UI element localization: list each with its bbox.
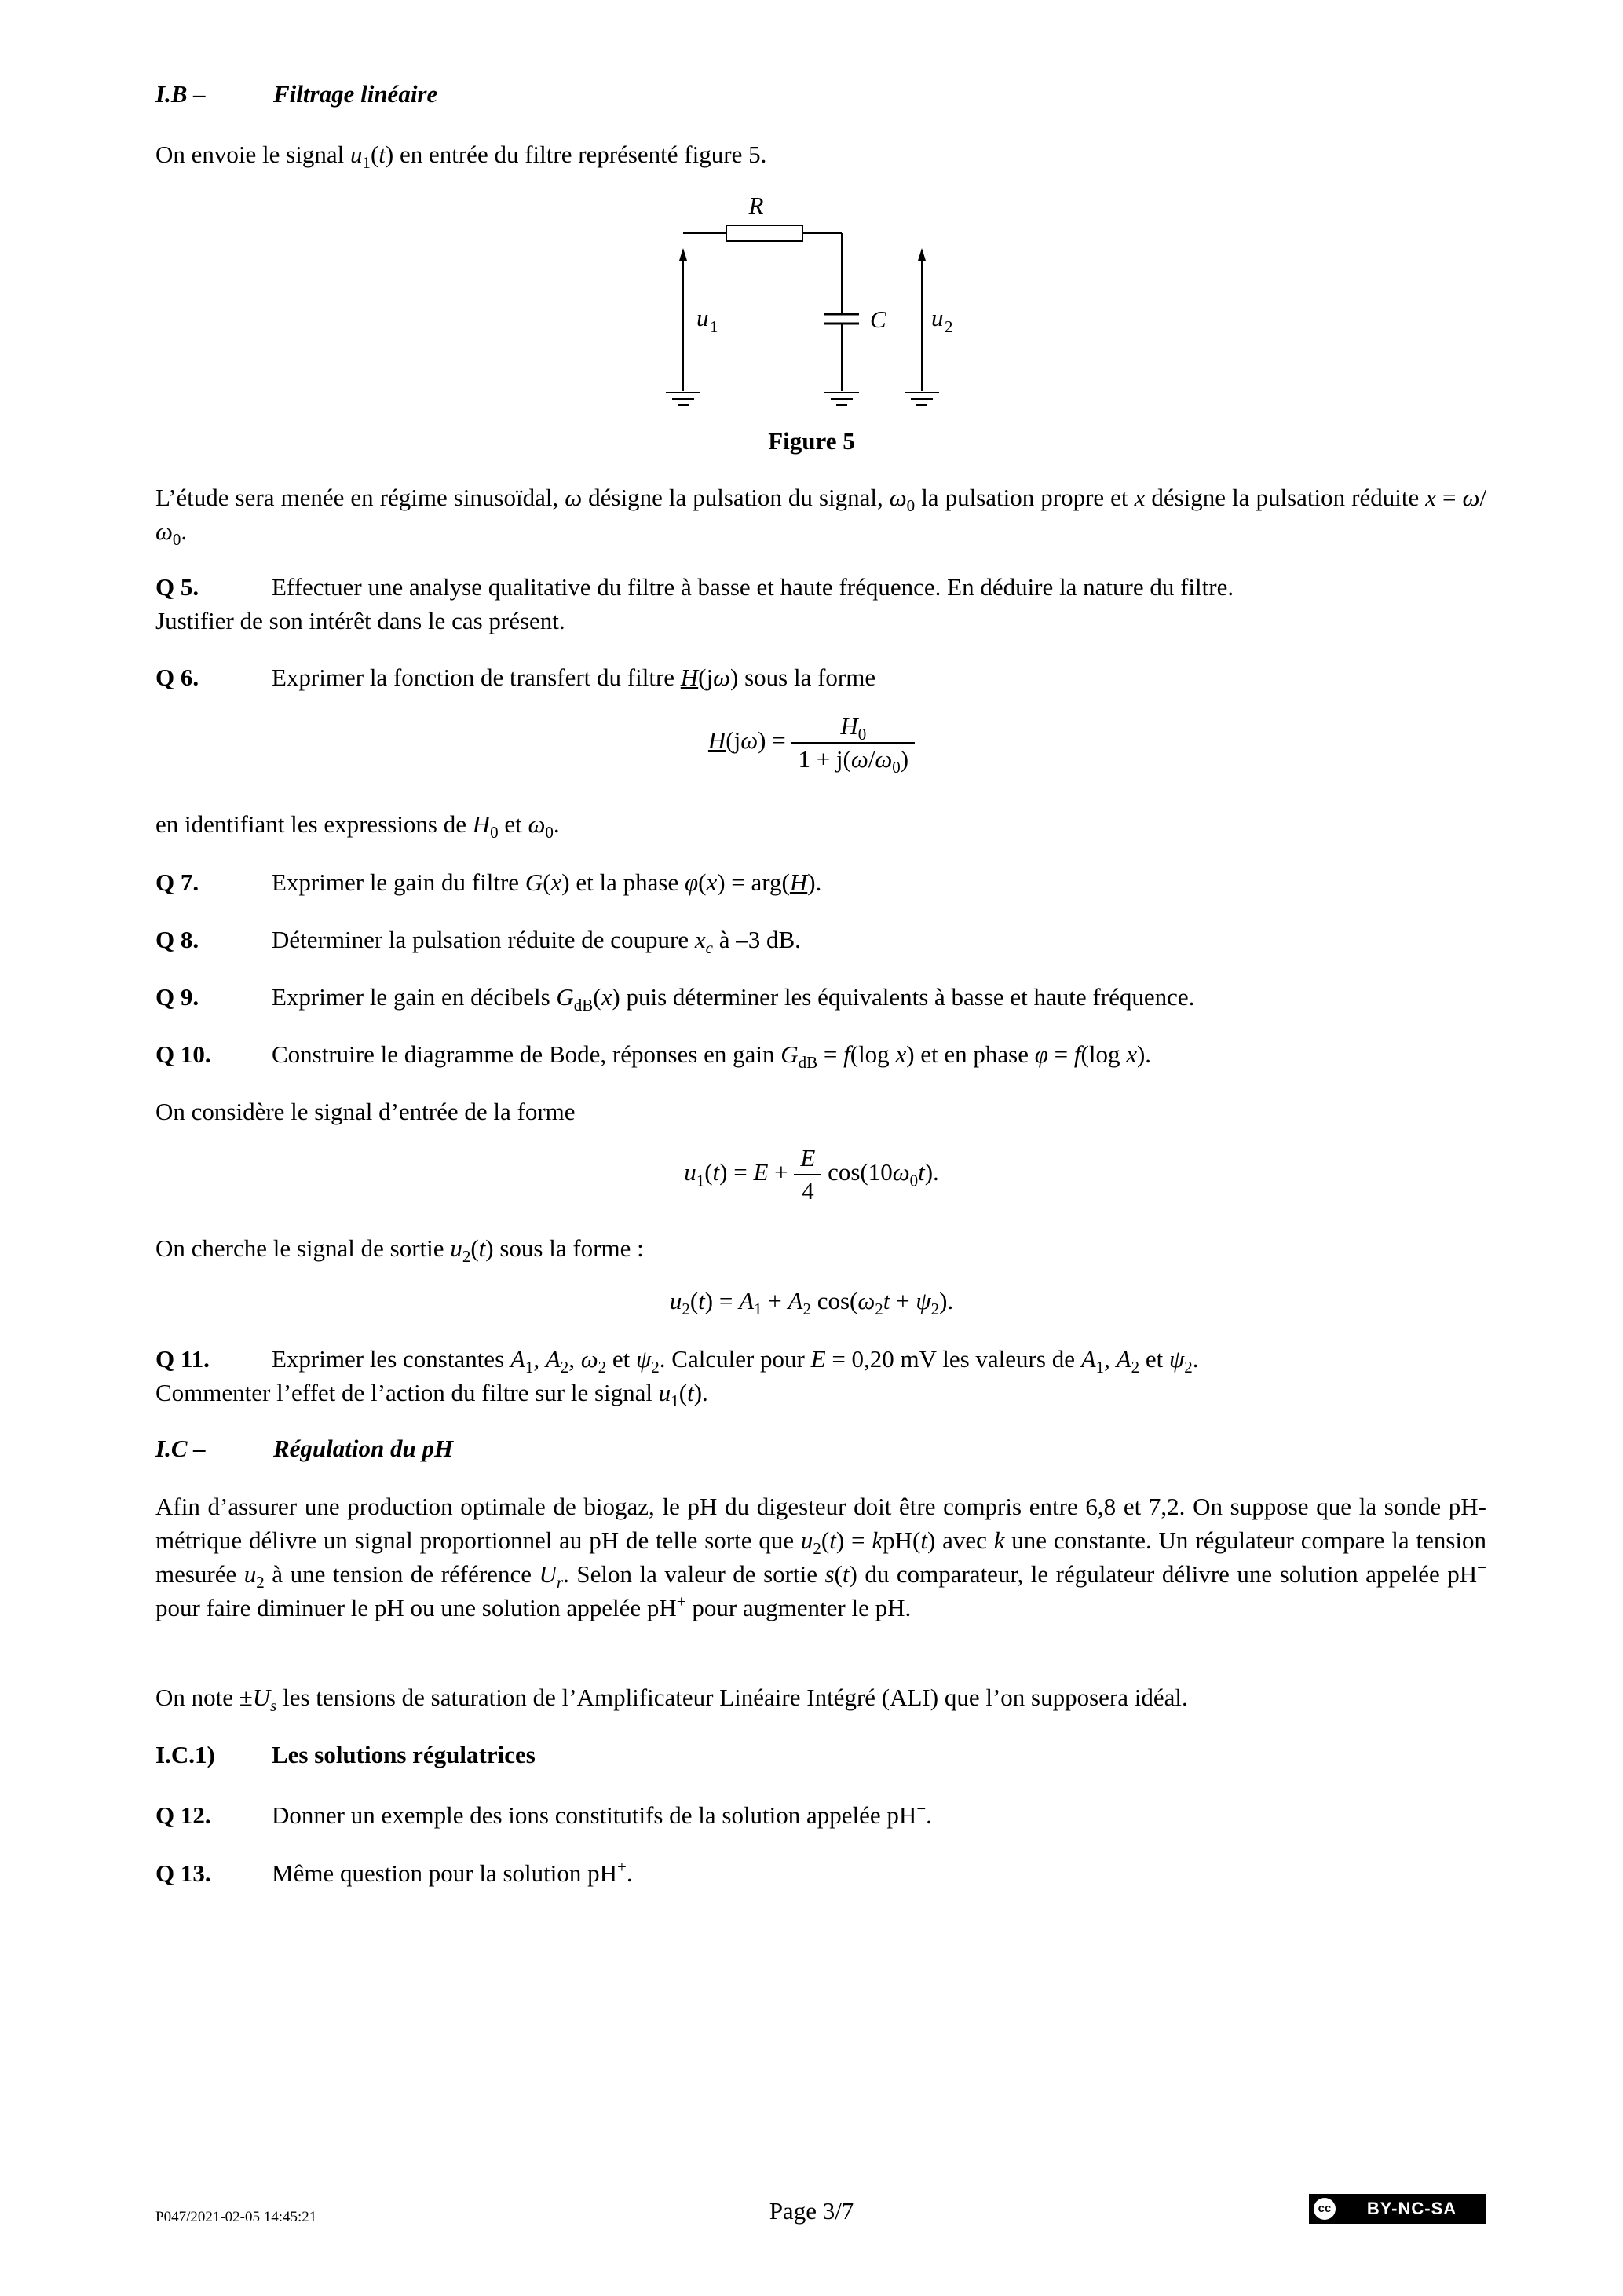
label-u1-sub: 1 [710,317,718,336]
section-heading-ic [155,1431,1486,1465]
equation-input-signal: $u_1(t) = E$ + $\frac{E}{4}$ $\cos(10\omega_0t)$. [684,1144,939,1205]
resistor-symbol [726,225,802,241]
question-10: Q 10. Construire le diagramme de Bode, réponses en gain $G_{dB} = f(\log$ x) et en phase φ = f(log x). [155,1037,1486,1071]
section-number: I.B – [155,80,206,108]
question-number: Q 9. [155,983,199,1011]
subsection-heading-ic1 [155,1738,1486,1771]
section-number: I.C.1) [155,1741,215,1768]
section-title: Régulation du pH [273,1435,454,1462]
question-11: Q 11. Exprimer les constantes $A_1$, $A_2$, $\omega_2$ et $\psi_2$. Calculer pour E = 0,20 mV les valeurs de $A_1$, $A_2$ et $\psi_2$. Commenter l’effet de l’action du filtre sur le signal $u_1(t)$. [155,1342,1486,1409]
paragraph-input-signal: On considère le signal d’entrée de la forme [155,1098,576,1125]
arrow-u2-icon [918,248,926,261]
section-title: Filtrage linéaire [273,80,438,108]
paragraph-identify: en identifiant les expressions de $H_0$ et $\omega_0$. [155,810,560,843]
question-number: Q 12. [155,1801,211,1829]
section-heading-ib [155,77,1486,111]
question-number: Q 5. [155,573,199,601]
section-number: I.C – [155,1435,206,1462]
rc-circuit-diagram [663,196,954,432]
paragraph-output-signal: On cherche le signal de sortie $u_2(t)$ sous la forme : [155,1234,644,1267]
question-number: Q 13. [155,1859,211,1887]
license-badge [1309,2194,1486,2224]
label-u2: u [931,304,944,331]
section-title: Les solutions régulatrices [272,1741,536,1768]
page-number: Page 3/7 [769,2197,854,2225]
question-6: Q 6. Exprimer la fonction de transfert du filtre H(jω) sous la forme [155,660,1486,694]
label-u2-sub: 2 [945,317,953,336]
paragraph-regime: L’étude sera menée en régime sinusoïdal, ω désigne la pulsation du signal, $\omega_0$ la pulsation propre et x désigne la pulsation réduite $x = \omega/\omega_0$. [155,484,1487,550]
question-13: Q 13. Même question pour la solution pH+. [155,1856,1486,1890]
question-number: Q 11. [155,1345,210,1373]
paragraph-ph-regulation: Afin d’assurer une production optimale de biogaz, le pH du digesteur doit être compris entre 6,8 et 7,2. On suppose que la sonde pH-métrique délivre un signal proportionnel au pH de telle sorte que $u_2(t) = kpH(t)$ avec k une constante. Un régulateur compare la tension mesurée $u_2$ à une tension de référence $U_r$. Selon la valeur de sortie s(t) du comparateur, le régulateur délivre une solution appelée pH− pour faire diminuer le pH ou une solution appelée pH+ pour augmenter le pH. [155,1493,1487,1621]
question-9: Q 9. Exprimer le gain en décibels $G_{dB}(x)$ puis déterminer les équivalents à basse et haute fréquence. [155,980,1486,1014]
question-number: Q 10. [155,1040,211,1068]
arrow-u1-icon [679,248,687,261]
creative-commons-icon: cc [1314,2198,1336,2220]
question-8: Q 8. Déterminer la pulsation réduite de coupure $x_c$ à –3 dB. [155,923,1486,956]
label-c: C [870,305,886,333]
question-12: Q 12. Donner un exemple des ions constitutifs de la solution appelée pH−. [155,1798,1486,1832]
equation-transfer-function: H(jω) = $\frac{H_0}{1 + j(\omega/\omega_0)}$ [0,711,1623,775]
question-number: Q 8. [155,926,199,953]
footer-reference: P047/2021-02-05 14:45:21 [155,2209,317,2225]
question-number: Q 7. [155,868,199,896]
question-number: Q 6. [155,664,199,691]
label-r: R [748,196,764,219]
paragraph-saturation: On note $\pm U_s$ les tensions de saturation de l’Amplificateur Linéaire Intégré (ALI) que l’on supposera idéal. [155,1684,1188,1716]
question-7: Q 7. Exprimer le gain du filtre G(x) et la phase φ(x) = arg(H). [155,865,1486,899]
figure-caption: Figure 5 [768,427,855,455]
question-5: Q 5. Effectuer une analyse qualitative du filtre à basse et haute fréquence. En déduire la nature du filtre. Justifier de son intérêt dans le cas présent. [155,570,1486,638]
paragraph-intro: On envoie le signal $u_1(t)$ en entrée du filtre représenté figure 5. [155,141,767,173]
label-u1: u [696,304,709,331]
equation-output-signal: $u_2(t) = A_1 + A_2$ $\cos(\omega_2t + \psi_2)$. [669,1287,954,1319]
license-label: BY-NC-SA [1366,2199,1457,2218]
